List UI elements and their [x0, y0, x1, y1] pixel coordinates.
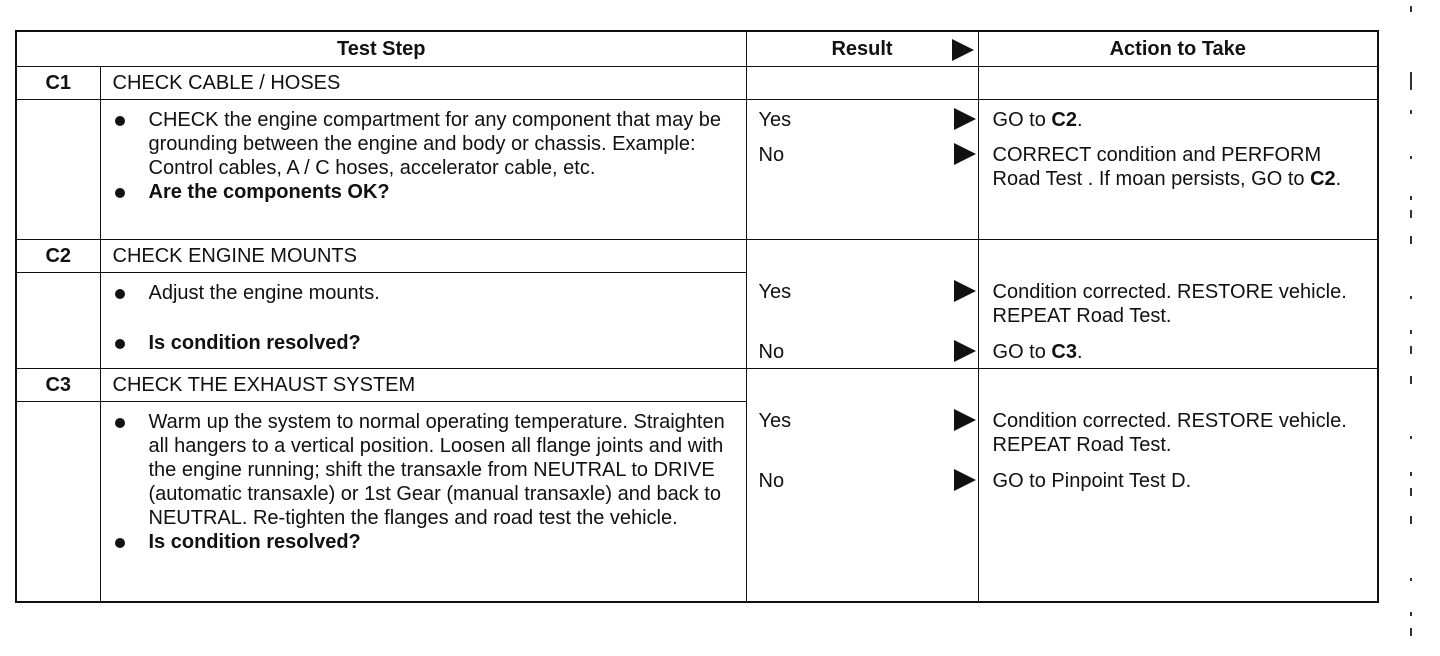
- step-title-c2: CHECK ENGINE MOUNTS: [100, 240, 746, 273]
- bullet-icon: [115, 418, 125, 428]
- margin-mark: [1410, 436, 1412, 439]
- step-id-blank-c1: [16, 100, 100, 240]
- margin-mark: [1410, 110, 1412, 114]
- action-text: Condition corrected. RESTORE vehicle. REPEAT Road Test.: [992, 281, 1347, 327]
- action-text: [993, 108, 1368, 132]
- step-title-c3: CHECK THE EXHAUST SYSTEM: [100, 369, 746, 402]
- bullet-text: Is condition resolved?: [148, 531, 361, 553]
- bullet-text: Adjust the engine mounts.: [148, 282, 380, 304]
- result-line-yes: [759, 108, 978, 136]
- action-cell-c3: [978, 369, 1378, 602]
- arrow-right-icon: [954, 340, 976, 362]
- result-line-no: [759, 340, 978, 368]
- result-label: No: [758, 470, 785, 492]
- bullet-item: [113, 331, 726, 355]
- action-step-ref: C2: [1051, 109, 1077, 131]
- bullet-list-c1: [101, 100, 746, 210]
- step-title-row-c3: [16, 369, 1378, 402]
- margin-mark: [1410, 210, 1412, 218]
- step-body-c2: [100, 273, 746, 369]
- result-line-yes: [759, 280, 978, 308]
- margin-mark: [1410, 236, 1412, 244]
- arrow-right-icon: [952, 39, 974, 61]
- bullet-icon: [115, 188, 125, 198]
- diagnostic-table-page: [15, 30, 1377, 617]
- scan-margin-marks: [1404, 0, 1420, 656]
- action-text-part: CORRECT condition and PERFORM Road Test . If moan persists, GO to: [992, 144, 1322, 190]
- margin-mark: [1410, 628, 1412, 636]
- action-text-part: .: [1077, 109, 1083, 131]
- step-body-row-c1: [16, 100, 1378, 240]
- header-test-step: Test Step: [16, 31, 746, 67]
- result-blank-c1: [746, 67, 978, 100]
- step-title-row-c2: [16, 240, 1378, 273]
- header-result: [746, 31, 978, 67]
- result-line-no: [759, 469, 978, 497]
- header-result-label: Result: [831, 38, 893, 60]
- action-text-part: GO to: [992, 109, 1052, 131]
- table-header-row: [16, 31, 1378, 67]
- arrow-right-icon: [954, 280, 976, 302]
- step-id-blank-c2: [16, 273, 100, 369]
- bullet-icon: [115, 339, 125, 349]
- bullet-item: [113, 180, 726, 204]
- bullet-item: [113, 281, 726, 305]
- margin-mark: [1410, 196, 1412, 200]
- step-id-c2: C2: [16, 240, 100, 273]
- action-text: [993, 143, 1368, 191]
- arrow-right-icon: [954, 409, 976, 431]
- bullet-icon: [115, 116, 125, 126]
- result-line-yes: [759, 409, 978, 437]
- result-label: No: [758, 144, 785, 166]
- result-label: Yes: [758, 410, 792, 432]
- step-body-c3: [100, 402, 746, 602]
- margin-mark: [1410, 516, 1412, 524]
- action-step-ref: C3: [1051, 341, 1077, 363]
- bullet-icon: [115, 289, 125, 299]
- result-cell-c1: [746, 100, 978, 240]
- bullet-list-c3: [101, 402, 746, 560]
- action-text: GO to Pinpoint Test D.: [992, 470, 1192, 492]
- result-label: Yes: [758, 281, 792, 303]
- action-text-part: GO to: [992, 341, 1052, 363]
- step-id-blank-c3: [16, 402, 100, 602]
- margin-mark: [1410, 472, 1412, 476]
- bullet-icon: [115, 538, 125, 548]
- margin-mark: [1410, 156, 1412, 159]
- pinpoint-test-table: [15, 30, 1379, 603]
- result-cell-c3: [746, 369, 978, 602]
- bullet-text: Warm up the system to normal operating temperature. Straighten all hangers to a vertical position. Loosen all flange joints and with the engine running; shift the transaxle from NEUTRAL to DRIVE (automatic transaxle) or 1st Gear (manual transaxle) and back to NEUTRAL. Re-tighten the flanges and road test the vehicle.: [148, 411, 725, 529]
- step-title-row-c1: [16, 67, 1378, 100]
- result-label: No: [758, 341, 785, 363]
- bullet-text: Is condition resolved?: [148, 332, 361, 354]
- action-cell-c1: [978, 100, 1378, 240]
- margin-mark: [1410, 330, 1412, 334]
- result-label: Yes: [758, 109, 792, 131]
- bullet-item: [113, 108, 726, 180]
- header-action: Action to Take: [978, 31, 1378, 67]
- action-text: Condition corrected. RESTORE vehicle. REPEAT Road Test.: [992, 410, 1347, 456]
- bullet-item: [113, 530, 726, 554]
- margin-mark: [1410, 578, 1412, 581]
- step-body-c1: [100, 100, 746, 240]
- action-step-ref: C2: [1310, 168, 1336, 190]
- margin-mark: [1410, 6, 1412, 12]
- arrow-right-icon: [954, 469, 976, 491]
- margin-mark: [1410, 296, 1412, 299]
- arrow-right-icon: [954, 108, 976, 130]
- step-title-c1: CHECK CABLE / HOSES: [100, 67, 746, 100]
- bullet-text: Are the components OK?: [148, 181, 390, 203]
- bullet-text: CHECK the engine compartment for any component that may be grounding between the engine and body or chassis. Example: Control cables, A / C hoses, accelerator cable, etc.: [148, 109, 722, 179]
- bullet-list-c2: [101, 273, 746, 361]
- margin-mark: [1410, 72, 1412, 90]
- result-line-no: [759, 143, 978, 171]
- step-id-c3: C3: [16, 369, 100, 402]
- bullet-item: [113, 410, 726, 530]
- action-blank-c1: [978, 67, 1378, 100]
- margin-mark: [1410, 612, 1412, 616]
- action-text-part: .: [1335, 168, 1342, 190]
- action-text-part: .: [1077, 341, 1083, 363]
- margin-mark: [1410, 346, 1412, 354]
- arrow-right-icon: [954, 143, 976, 165]
- margin-mark: [1410, 376, 1412, 384]
- margin-mark: [1410, 488, 1412, 496]
- action-text: [993, 340, 1368, 364]
- result-cell-c2: [746, 240, 978, 369]
- action-cell-c2: [978, 240, 1378, 369]
- step-id-c1: C1: [16, 67, 100, 100]
